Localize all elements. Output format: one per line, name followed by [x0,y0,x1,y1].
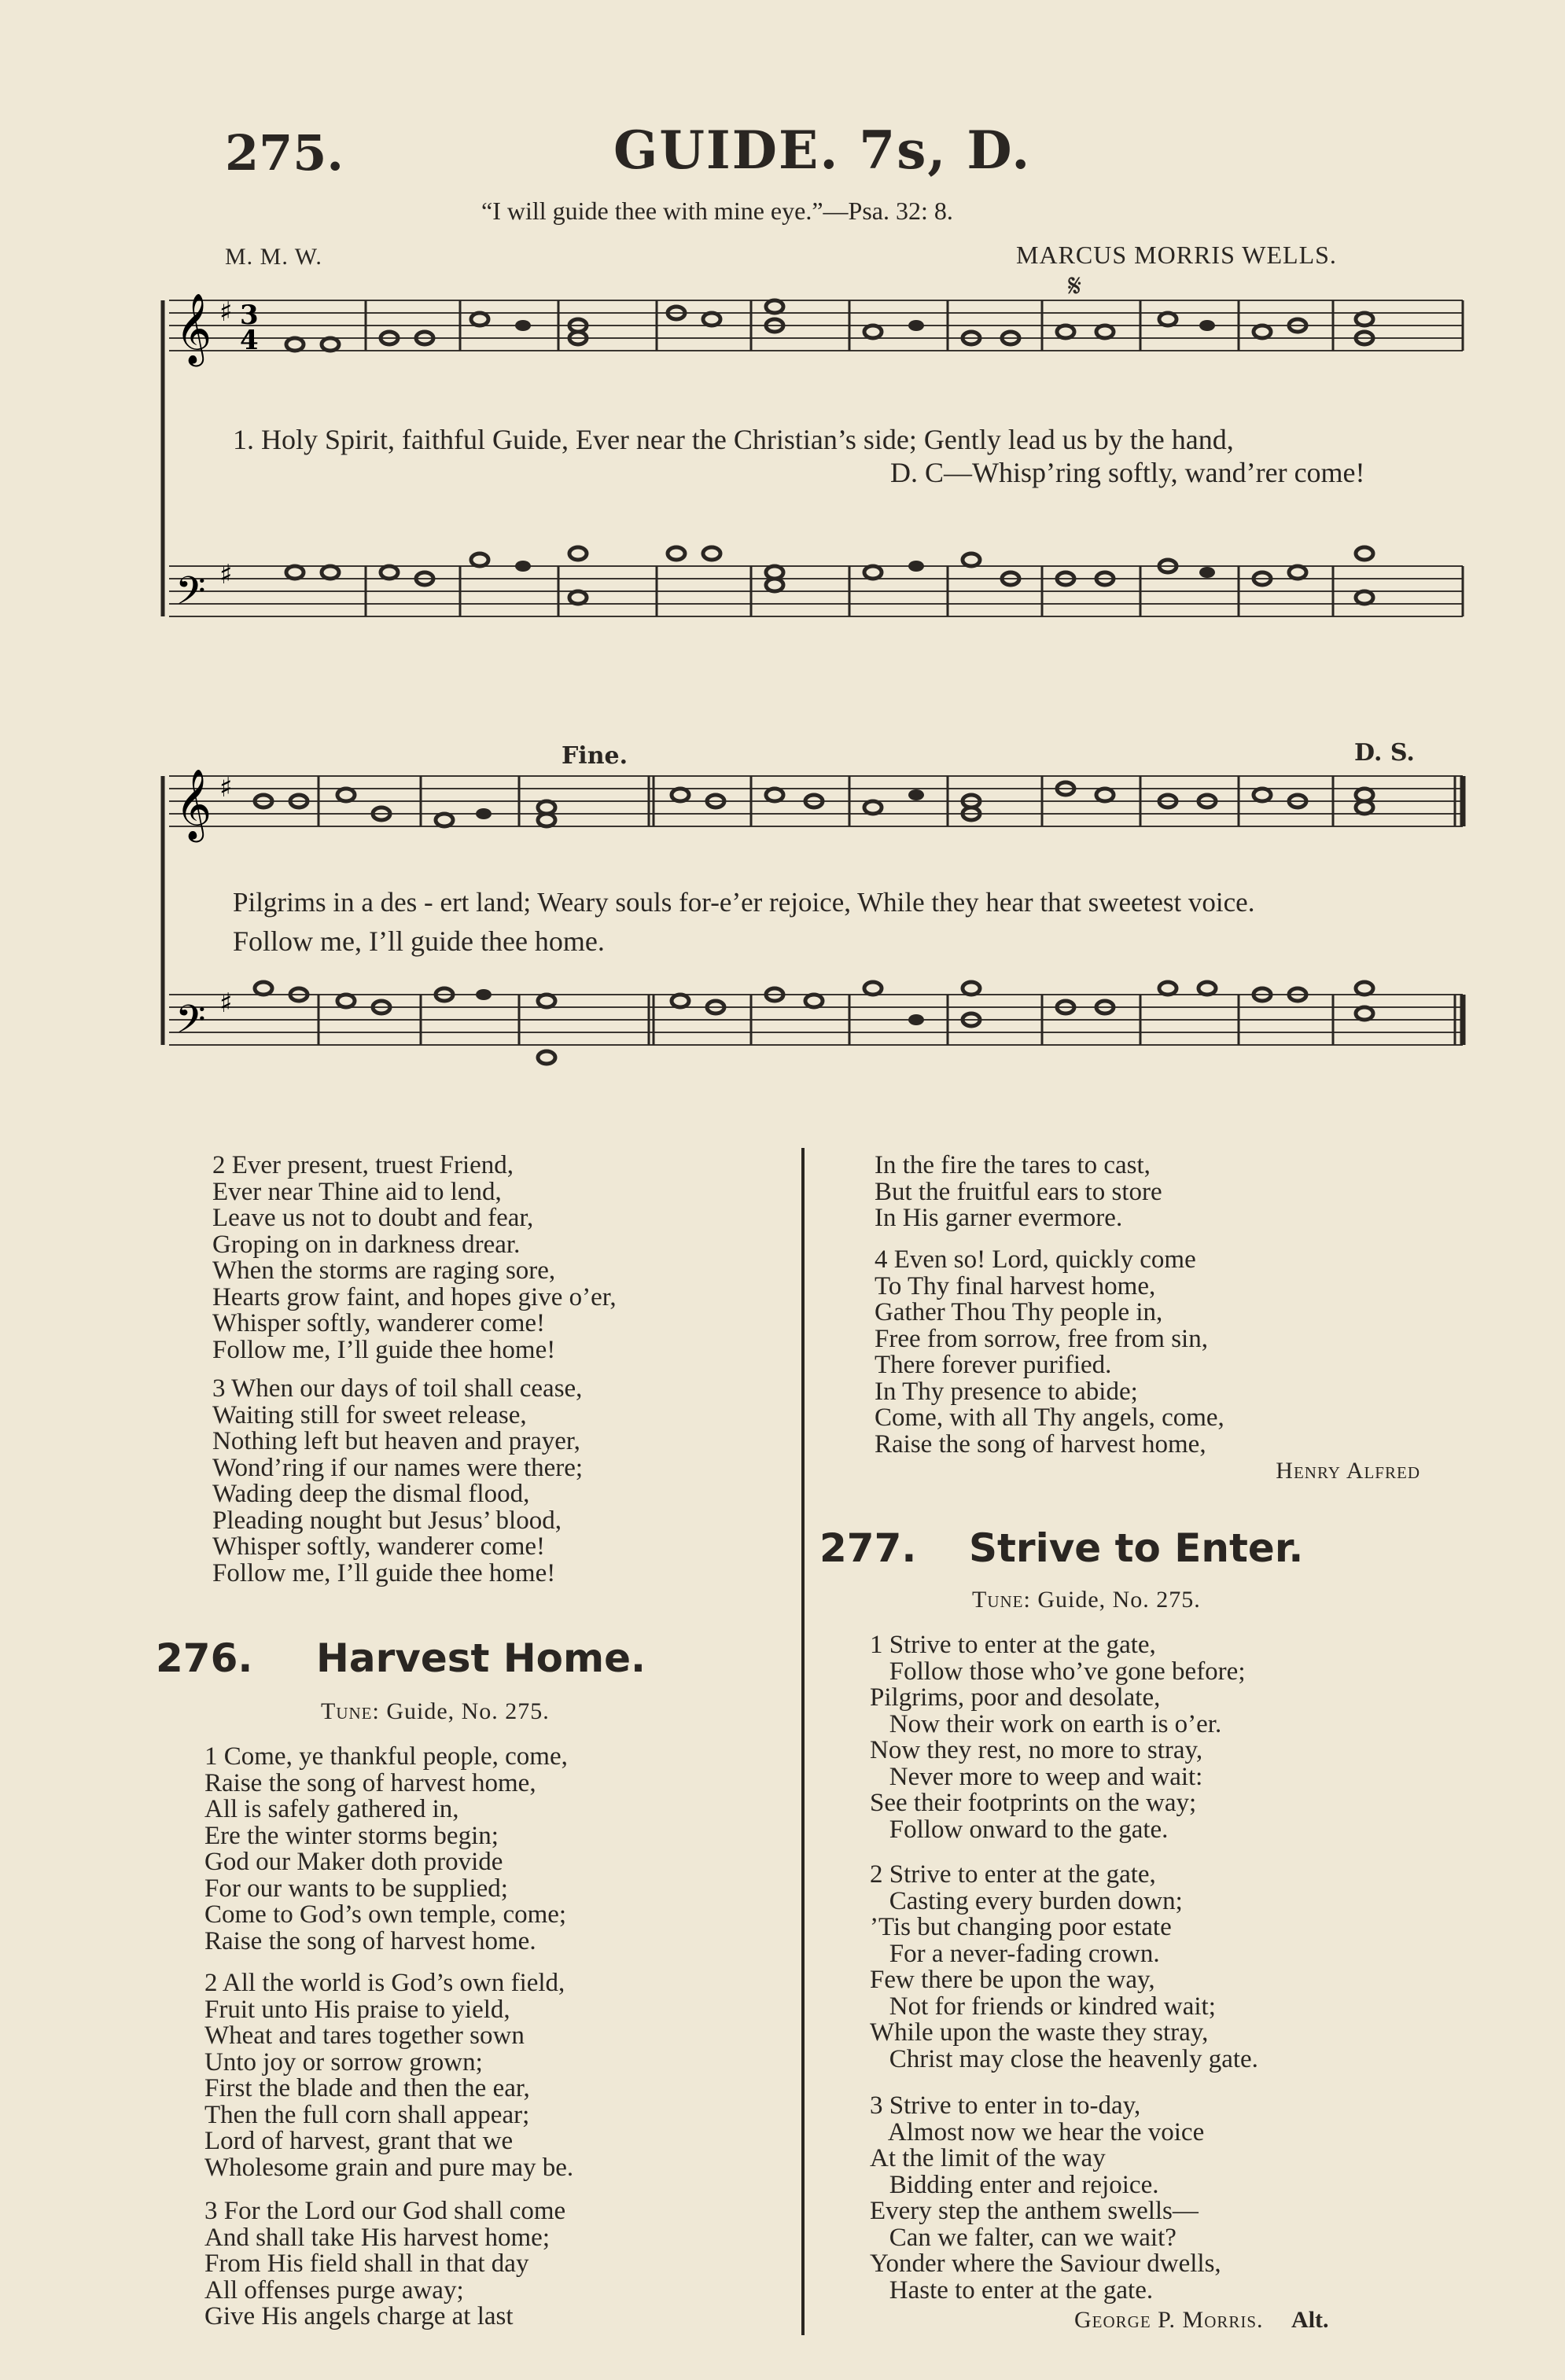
lyric-line-1: 1. Holy Spirit, faithful Guide, Ever near the Christian’s side; Gently lead us by the hand, [233,424,1234,455]
hymn-276-tune [321,1698,550,1725]
bass-staff-2 [169,995,1463,1045]
hymn-title-277: Strive to Enter. [969,1525,1304,1571]
hymn-275-stanza-3: 3 When our days of toil shall cease, Waiting still for sweet release, Nothing left but heaven and prayer, Wond’ring if our names were there; Wading deep the dismal flood, Pleading nought but Jesus’ blood, Whisper softly, wanderer come! Follow me, I’ll guide thee home! [212,1374,584,1587]
lyric-line-1-dc: D. C—Whisp’ring softly, wand’rer come! [890,457,1365,488]
hymn-276-stanza-3: 3 For the Lord our God shall come And shall take His harvest home; From His field shall in that day All offenses purge away; Give His angels charge at last [204,2197,566,2330]
hymn-277-attribution [1074,2307,1329,2334]
treble-clef-1: 𝄞 [175,293,212,364]
bass-clef-1: 𝄢 [175,568,206,624]
composer-initials: M. M. W. [225,244,322,270]
hymn-276-author: Henry Alfred [1276,1458,1420,1484]
svg-text:♯: ♯ [219,772,233,804]
epigraph: “I will guide thee with mine eye.”—Psa. 32: 8. [481,197,953,225]
treble-clef-2: 𝄞 [175,769,212,840]
bass-clef-2: 𝄢 [175,997,206,1052]
hymn-276-stanza-4: 4 Even so! Lord, quickly come To Thy final harvest home, Gather Thou Thy people in, Free from sorrow, free from sin, There forever purified. In Thy presence to abide; Come, with all Thy angels, come, Raise the song of harvest home, [875,1245,1224,1459]
composer-name: MARCUS MORRIS WELLS. [1016,241,1337,269]
tune-label-276: Tune: [321,1698,380,1724]
tune-name-276: Guide, No. 275. [386,1698,550,1724]
hymn-number-275: 275. [225,124,344,182]
lyric-line-2: Pilgrims in a des - ert land; Weary souls for-e’er rejoice, While they hear that sweetest voice. [233,887,1255,918]
hymn-277-author: George P. Morris. [1074,2307,1264,2333]
hymn-number-276: 276. [156,1635,253,1681]
bass-notes-1 [286,547,1373,604]
hymn-276-stanza-3-cont: In the fire the tares to cast, But the fruitful ears to store In His garner evermore. [875,1151,1162,1232]
hymn-title-275: GUIDE. 7s, D. [613,120,1032,181]
tune-name-277: Guide, No. 275. [1037,1587,1201,1613]
ds-mark: D. S. [1354,739,1415,767]
hymn-277-stanza-1: 1 Strive to enter at the gate, Follow those who’ve gone before; Pilgrims, poor and desolate, Now their work on earth is o’er. Now they rest, no more to stray, Never more to weep and wait: See their footprints on the way; Follow onward to the gate. [870,1631,1246,1844]
lyric-line-2-follow: Follow me, I’ll guide thee home. [233,925,605,957]
svg-text:♯: ♯ [219,988,233,1019]
segno-sign: 𝄋 [1068,268,1082,303]
hymn-277-stanza-3: 3 Strive to enter in to-day, Almost now we hear the voice At the limit of the way Bidding enter and rejoice. Every step the anthem swells— Can we falter, can we wait? Yonder where the Saviour dwells, Haste to enter at the gate. [870,2091,1221,2305]
column-divider [801,1148,805,2335]
tune-label-277: Tune: [972,1587,1031,1613]
hymn-277-stanza-2: 2 Strive to enter at the gate, Casting every burden down; ’Tis but changing poor estate For a never-fading crown. Few there be upon the way, Not for friends or kindred wait; While upon the waste they stray, Christ may close the heavenly gate. [870,1860,1258,2073]
fine-mark: Fine. [562,742,628,770]
time-sig-bottom-1: 4 [240,325,259,356]
hymn-277-alt: Alt. [1291,2307,1329,2333]
svg-text:♯: ♯ [219,296,233,328]
hymn-276-stanza-2: 2 All the world is God’s own field, Fruit unto His praise to yield, Wheat and tares together sown Unto joy or sorrow grown; First the blade and then the ear, Then the full corn shall appear; Lord of harvest, grant that we Wholesome grain and pure may be. [204,1969,574,2182]
hymn-title-276: Harvest Home. [316,1635,646,1681]
time-sig-top-1: 3 [240,300,259,331]
hymn-number-277: 277. [819,1525,917,1571]
hymn-275-stanza-2: 2 Ever present, truest Friend, Ever near Thine aid to lend, Leave us not to doubt and fear, Groping on in darkness drear. When the storms are raging sore, Hearts grow faint, and hopes give o’er, Whisper softly, wanderer come! Follow me, I’ll guide thee home! [212,1151,617,1364]
svg-text:♯: ♯ [219,559,233,590]
hymn-277-tune [972,1587,1201,1613]
hymn-276-stanza-1: 1 Come, ye thankful people, come, Raise the song of harvest home, All is safely gathered in, Ere the winter storms begin; God our Maker doth provide For our wants to be supplied; Come to God’s own temple, come; Raise the song of harvest home. [204,1742,568,1955]
